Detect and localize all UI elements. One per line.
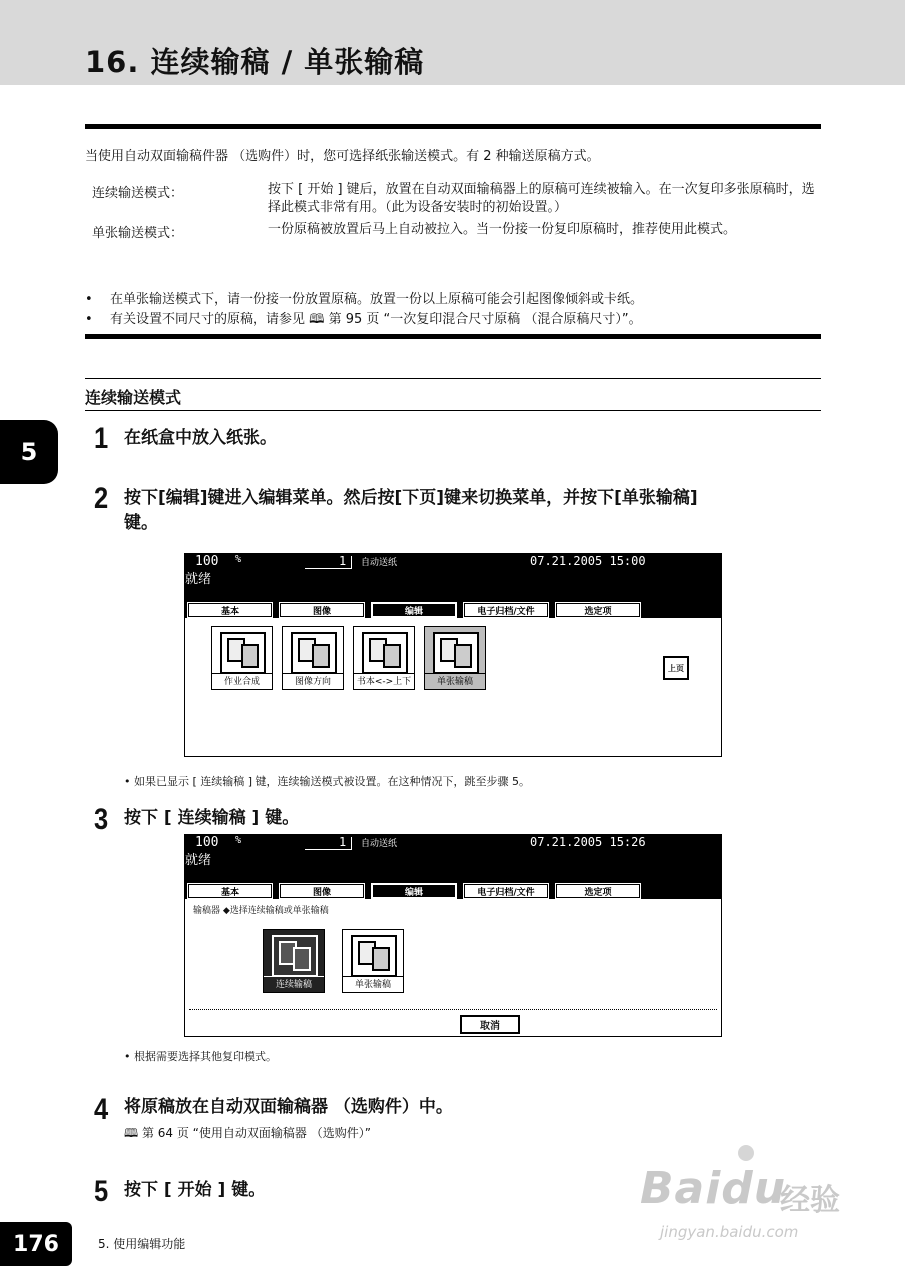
section-rule-top (85, 378, 821, 379)
intro-text: 当使用自动双面输稿件器 （选购件）时，您可选择纸张输送模式。有 2 种输送原稿方式。 (85, 149, 600, 164)
bullet-dot: • (85, 292, 93, 307)
job-build-icon (220, 632, 266, 674)
continuous-feed-icon (272, 935, 318, 977)
copy-count: 1 (339, 835, 347, 849)
page-up-button[interactable]: 上页 (663, 656, 689, 680)
zoom-percent: % (235, 835, 242, 846)
zoom-value: 100 (195, 554, 219, 569)
step-number: 2 (94, 482, 109, 515)
page-title: 16. 连续输稿 / 单张输稿 (85, 45, 425, 79)
zoom-percent: % (235, 554, 242, 565)
button-label: 单张输稿 (343, 976, 403, 990)
copy-count: 1 (339, 554, 347, 568)
feed-hint-text: 输稿器 ◆选择连续输稿或单张输稿 (193, 906, 329, 916)
divider-top (85, 124, 821, 129)
machine-status: 就绪 (185, 572, 212, 587)
single-feed-button[interactable] (342, 929, 404, 993)
watermark-brand: Baidu (640, 1163, 787, 1214)
note-text: • 如果已显示 [ 连续输稿 ] 键，连续输送模式被设置。在这种情况下，跳至步骤 5。 (124, 775, 531, 788)
tab-image[interactable]: 图像 (279, 883, 365, 899)
book-tablet-icon (362, 632, 408, 674)
image-direction-button[interactable] (282, 626, 344, 690)
tab-edit[interactable]: 编辑 (371, 883, 457, 899)
tab-basic[interactable]: 基本 (187, 602, 273, 618)
section-title: 连续输送模式 (85, 388, 182, 407)
button-label: 书本<->上下 (354, 673, 414, 687)
screen-body (185, 618, 721, 756)
screen-body (185, 899, 721, 1036)
note-text: • 根据需要选择其他复印模式。 (124, 1050, 277, 1063)
paw-icon (738, 1145, 754, 1161)
feed-mode: 自动送纸 (361, 558, 398, 568)
dotted-divider (189, 1009, 717, 1010)
bullet-item (85, 308, 642, 332)
screen-status-bar (185, 554, 721, 618)
section-rule-bottom (85, 410, 821, 411)
step-text: 按下 [ 连续输稿 ] 键。 (124, 808, 300, 828)
machine-status: 就绪 (185, 853, 212, 868)
feed-mode: 自动送纸 (361, 839, 398, 849)
page-reference: 🕮 第 64 页 “使用自动双面输稿器 （选购件）” (124, 1126, 371, 1140)
tab-options[interactable]: 选定项 (555, 602, 641, 618)
bullet-text: 有关设置不同尺寸的原稿，请参见 🕮 第 95 页 “一次复印混合尺寸原稿 （混合原稿尺寸）”。 (110, 312, 642, 327)
step-number: 3 (94, 803, 109, 836)
mode-desc-single: 一份原稿被放置后马上自动被拉入。当一份接一份复印原稿时，推荐使用此模式。 (268, 222, 737, 237)
tab-basic[interactable]: 基本 (187, 883, 273, 899)
chapter-tab: 5 (0, 420, 58, 484)
mode-desc-continuous: 按下 [ 开始 ] 键后，放置在自动双面输稿器上的原稿可连续被输入。在一次复印多张原稿时，选择此模式非常有用。（此为设备安装时的初始设置。） (268, 182, 815, 215)
screen-status-bar (185, 835, 721, 899)
cancel-button[interactable]: 取消 (460, 1015, 520, 1034)
step-text: 在纸盒中放入纸张。 (124, 428, 277, 448)
bullet-item (85, 288, 643, 307)
mode-label-continuous: 连续输送模式： (92, 186, 184, 201)
button-label: 连续输稿 (264, 976, 324, 990)
step-text: 按下[编辑]键进入编辑菜单。然后按[下页]键来切换菜单，并按下[单张输稿] (124, 488, 698, 508)
mode-label-single: 单张输送模式： (92, 226, 184, 241)
continuous-feed-button[interactable] (263, 929, 325, 993)
step-text: 将原稿放在自动双面输稿器 （选购件）中。 (124, 1097, 453, 1117)
button-label: 图像方向 (283, 673, 343, 687)
book-tablet-button[interactable] (353, 626, 415, 690)
single-feed-icon (433, 632, 479, 674)
bullet-dot: • (85, 312, 93, 327)
watermark-cn: 经验 (780, 1183, 840, 1218)
image-direction-icon (291, 632, 337, 674)
baidu-watermark (640, 1145, 860, 1265)
step-number: 5 (94, 1175, 109, 1208)
copier-screen-edit-menu (184, 553, 722, 757)
button-label: 单张输稿 (425, 673, 485, 687)
menu-tabs (187, 883, 641, 899)
button-label: 作业合成 (212, 673, 272, 687)
step-text-continued: 键。 (124, 513, 158, 533)
footer-chapter: 5. 使用编辑功能 (98, 1237, 186, 1251)
page-number: 176 (0, 1222, 72, 1266)
tab-options[interactable]: 选定项 (555, 883, 641, 899)
single-feed-button[interactable] (424, 626, 486, 690)
divider-mid (85, 334, 821, 339)
tab-image[interactable]: 图像 (279, 602, 365, 618)
tab-efiling[interactable]: 电子归档/文件 (463, 602, 549, 618)
bullet-text: 在单张输送模式下，请一份接一份放置原稿。放置一份以上原稿可能会引起图像倾斜或卡纸。 (110, 292, 644, 307)
tab-edit[interactable]: 编辑 (371, 602, 457, 618)
copier-screen-feed-select (184, 834, 722, 1037)
zoom-value: 100 (195, 835, 219, 850)
menu-tabs (187, 602, 641, 618)
watermark-url: jingyan.baidu.com (660, 1223, 799, 1241)
step-text: 按下 [ 开始 ] 键。 (124, 1180, 266, 1200)
job-build-button[interactable] (211, 626, 273, 690)
step-number: 4 (94, 1093, 109, 1126)
datetime: 07.21.2005 15:00 (530, 554, 646, 568)
single-feed-icon (351, 935, 397, 977)
tab-efiling[interactable]: 电子归档/文件 (463, 883, 549, 899)
step-number: 1 (94, 422, 109, 455)
datetime: 07.21.2005 15:26 (530, 835, 646, 849)
